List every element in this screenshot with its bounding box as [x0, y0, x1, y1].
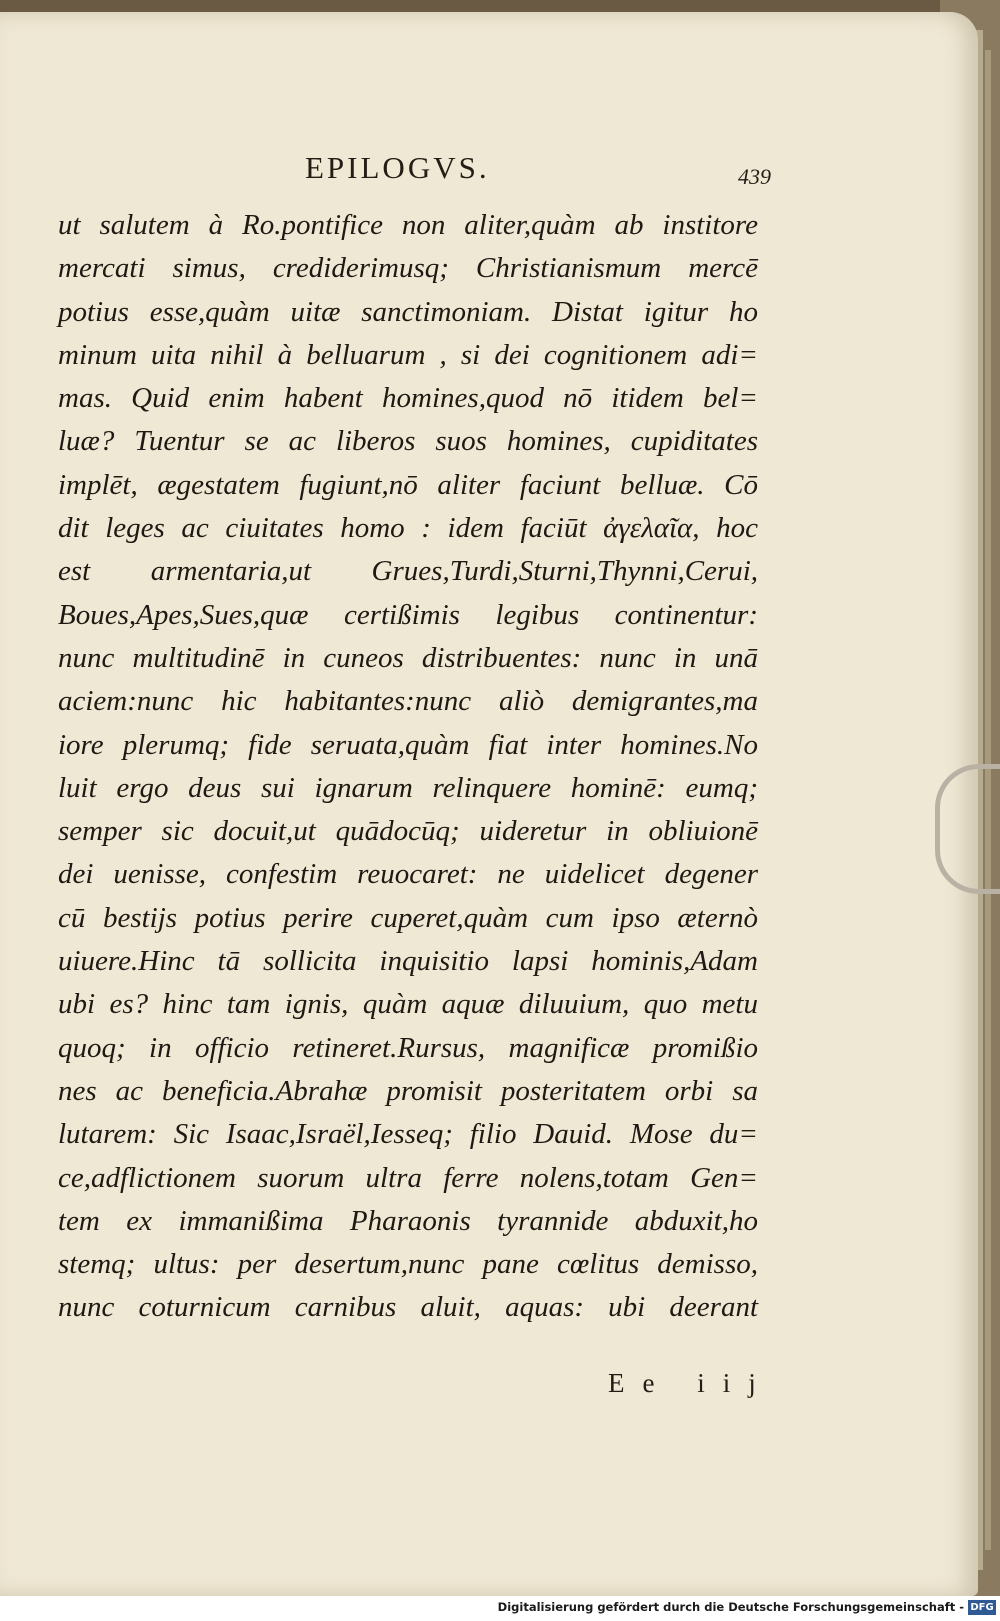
folio-number: 439	[738, 164, 771, 189]
text-line: luit ergo deus sui ignarum relinquere hominē: eumq;	[58, 771, 758, 804]
text-line: iore plerumq; fide seruata,quàm fiat inter homines.No	[58, 728, 758, 761]
text-line: ubi es? hinc tam ignis, quàm aquæ diluuium, quo metu	[58, 988, 758, 1021]
book-page	[0, 12, 978, 1596]
text-line: potius esse,quàm uitæ sanctimoniam. Distat igitur ho	[58, 295, 758, 328]
text-line: tem ex immanißima Pharaonis tyrannide abduxit,ho	[58, 1204, 758, 1237]
footer-bar	[0, 1596, 1000, 1621]
signature-mark: Ee iij	[608, 1368, 774, 1398]
dfg-logo: DFG	[968, 1600, 996, 1615]
text-line: dei uenisse, confestim reuocaret: ne uidelicet degener	[58, 858, 758, 891]
text-line: mas. Quid enim habent homines,quod nō itidem bel=	[58, 382, 758, 415]
funding-credit: Digitalisierung gefördert durch die Deutsche Forschungsgemeinschaft -	[497, 1600, 964, 1614]
running-header: EPILOGVS.	[305, 150, 490, 185]
text-line: nes ac beneficia.Abrahæ promisit posteritatem orbi sa	[58, 1074, 758, 1107]
text-line: nunc coturnicum carnibus aluit, aquas: ubi deerant	[58, 1291, 758, 1324]
text-line: aciem:nunc hic habitantes:nunc aliò demigrantes,ma	[58, 685, 758, 718]
text-line: cū bestijs potius perire cuperet,quàm cum ipso æternò	[58, 901, 758, 934]
text-block	[58, 204, 758, 1330]
clip-mark	[935, 764, 1000, 894]
text-line: est armentaria,ut Grues,Turdi,Sturni,Thynni,Cerui,	[58, 555, 758, 588]
text-line: uiuere.Hinc tā sollicita inquisitio lapsi hominis,Adam	[58, 945, 758, 978]
text-line: Boues,Apes,Sues,quæ certißimis legibus continentur:	[58, 598, 758, 631]
text-line: nunc multitudinē in cuneos distribuentes: nunc in unā	[58, 641, 758, 674]
text-line: mercati simus, crediderimusq; Christianismum mercē	[58, 252, 758, 285]
text-line: ut salutem à Ro.pontifice non aliter,quàm ab institore	[58, 209, 758, 241]
text-line: dit leges ac ciuitates homo : idem faciūt ἀγελαῖα, hoc	[58, 512, 758, 545]
text-line: minum uita nihil à belluarum , si dei cognitionem adi=	[58, 338, 758, 371]
text-line: stemq; ultus: per desertum,nunc pane cœlitus demisso,	[58, 1248, 758, 1281]
text-line: ce,adflictionem suorum ultra ferre nolens,totam Gen=	[58, 1161, 758, 1194]
text-line: luæ? Tuentur se ac liberos suos homines, cupiditates	[58, 425, 758, 458]
text-line: quoq; in officio retineret.Rursus, magnificæ promißio	[58, 1031, 758, 1064]
text-line: semper sic docuit,ut quādocūq; uideretur in obliuionē	[58, 815, 758, 848]
text-line: implēt, ægestatem fugiunt,nō aliter faciunt belluæ. Cō	[58, 468, 758, 501]
text-line: lutarem: Sic Isaac,Israël,Iesseq; filio Dauid. Mose du=	[58, 1118, 758, 1151]
